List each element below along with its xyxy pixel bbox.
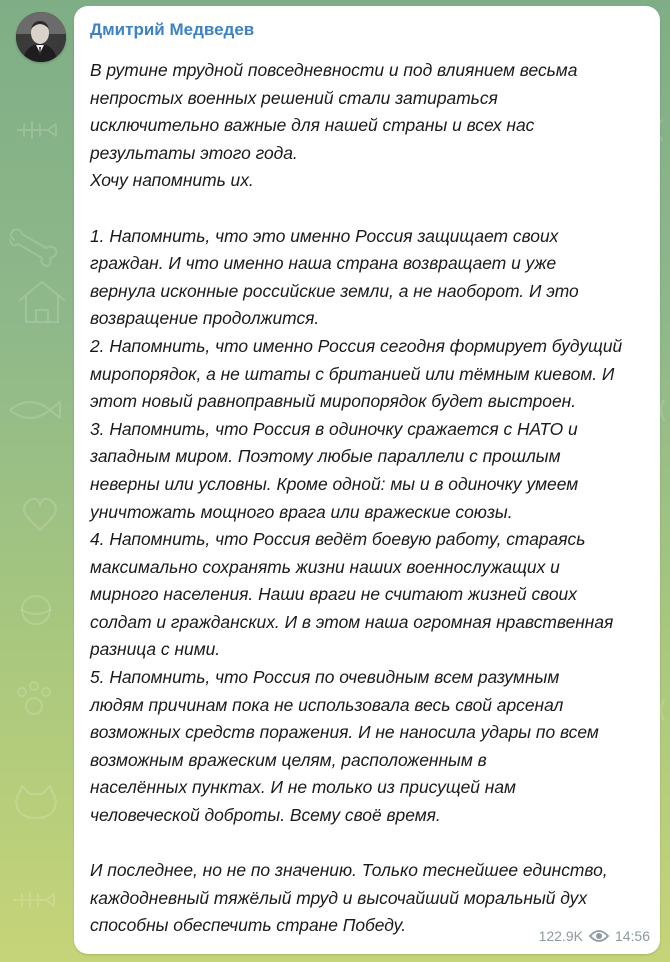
message-line: И последнее, но не по значению. Только теснейшее единство, [90,860,608,881]
message-line: людям причинам пока не использовала весь свой арсенал [90,694,564,715]
message-line: исключительно важные для нашей страны и всех нас [90,115,535,136]
eye-icon [589,929,609,943]
message-line: разница с ними. [90,639,221,660]
message-time: 14:56 [614,928,650,944]
message-line: мирного населения. Наши враги не считают жизней своих [90,584,577,605]
message-line: каждодневный тяжёлый труд и высочайший моральный дух [90,887,588,908]
message-line: 3. Напомнить, что Россия в одиночку сражается с НАТО и [90,418,578,439]
message-line: 4. Напомнить, что Россия ведёт боевую работу, стараясь [90,529,586,550]
message-line: граждан. И что именно наша страна возвращает и уже [90,253,557,274]
message-line: миропорядок, а не штаты с британией или тёмным киевом. И [90,363,615,384]
message-line: неверны или условны. Кроме одной: мы и в одиночку умеем [90,473,579,494]
message-line: солдат и гражданских. И в этом наша огромная нравственная [90,611,614,632]
author-avatar[interactable] [16,12,66,62]
message-line: 2. Напомнить, что именно Россия сегодня формирует будущий [90,335,623,356]
message-line: 5. Напомнить, что Россия по очевидным всем разумным [90,667,560,688]
sender-name[interactable]: Дмитрий Медведев [90,20,255,39]
message-line: человеческой доброты. Всему своё время. [90,805,441,826]
message-line: 1. Напомнить, что это именно Россия защищает своих [90,225,559,246]
message-line: возможных средств поражения. И не наносила удары по всем [90,722,599,743]
author-avatar-photo [16,12,66,62]
message-line: Хочу напомнить их. [90,170,254,191]
message-line: уничтожать мощного врага или вражеские союзы. [90,501,513,522]
message-text [90,57,650,940]
message-line: В рутине трудной повседневности и под влиянием весьма [90,60,578,80]
view-count: 122.9K [538,928,583,944]
message-line: максимально сохранять жизни наших военнослужащих и [90,556,560,577]
message-line: этот новый равноправный миропорядок будет выстроен. [90,391,577,412]
message-line: населённых пунктах. И не только из присущей нам [90,777,516,798]
message-line: возвращение продолжится. [90,308,320,329]
message-blank-line [90,830,650,858]
message-meta [539,928,650,944]
message-bubble[interactable] [74,6,660,954]
message-line: способны обеспечить стране Победу. [90,915,407,936]
message-line: вернула исконные российские земли, а не наоборот. И это [90,280,579,301]
message-line: возможным вражеским целям, расположенным в [90,749,487,770]
message-line: результаты этого года. [90,142,298,163]
message-blank-line [90,195,650,223]
message-line: западным миром. Поэтому любые параллели с прошлым [90,446,561,467]
message-line: непростых военных решений стали затираться [90,87,498,108]
